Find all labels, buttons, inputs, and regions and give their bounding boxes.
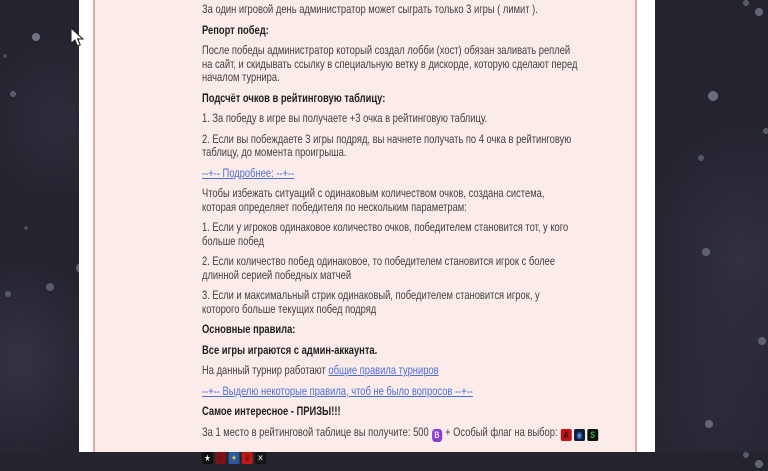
section-heading: Основные правила: [202, 322, 296, 336]
paragraph: 1. За победу в игре вы получаете +3 очка в рейтинговую таблицу. [202, 111, 488, 125]
coin-slot [432, 425, 445, 439]
flag-blue-globe-icon: ◉ [574, 429, 585, 441]
details-link[interactable]: --+-- Подробнее: --+-- [202, 165, 295, 180]
flag-blue-crest-icon: ✦ [229, 452, 240, 464]
section-heading: Самое интересное - ПРИЗЫ!!! [202, 404, 341, 418]
paragraph: За один игровой день администратор может сыграть только 3 игры ( лимит ). [202, 2, 538, 16]
section-heading: Подсчёт очков в рейтинговую таблицу: [202, 90, 386, 105]
paragraph: 2. Если вы побеждаете 3 игры подряд, вы начнете получать по 4 очка в рейтинговую таблицу, до момента проигрыша. [202, 131, 572, 159]
text-span: На данный турнир работают [202, 363, 329, 377]
flag-star-badge-icon: ★ [202, 452, 213, 464]
highlighted-rules-link[interactable]: --+-- Выделю некоторые правила, чтоб не было вопросов --+-- [202, 383, 473, 398]
paragraph: 1. Если у игроков одинаковое количество очков, победителем становится тот, у кого больше побед [202, 220, 569, 248]
flags-row-1 [561, 425, 601, 439]
paragraph [202, 385, 578, 399]
prize-text-1: За 1 место в рейтинговой таблице вы получите: 500 [202, 424, 429, 439]
flag-black-cross-icon: ✕ [255, 452, 266, 464]
paragraph [202, 167, 578, 181]
article-body [202, 2, 595, 471]
flag-dark-red-icon: ▪ [215, 452, 226, 464]
section-heading: Репорт побед: [202, 22, 269, 37]
paragraph: Чтобы избежать ситуаций с одинаковым количеством очков, создана система, которая определяет победителя по нескольким параметрам: [202, 186, 545, 214]
paragraph [202, 364, 578, 378]
prize-text-2: + Особый флаг на выбор: [445, 424, 558, 439]
prize-line [202, 424, 595, 442]
paragraph: После победы администратор который создал лобби (хост) обязан заливать реплей на сайт, и скидывать ссылку в специальную ветку в дискорде, которую сделают перед началом турнира. [202, 43, 578, 84]
coin-icon: B [432, 429, 442, 442]
flag-red-anarchy-icon: A [561, 429, 572, 441]
flag-red-crown-icon: ♛ [242, 452, 253, 464]
section-heading: Все игры играются с админ-аккаунта. [202, 342, 378, 357]
tournament-rules-link[interactable]: общие правила турниров [328, 363, 439, 377]
flags-row-2 [202, 449, 578, 464]
paragraph: 2. Если количество побед одинаковое, то победителем становится игрок с более длинной серией победных матчей [202, 254, 556, 282]
flag-green-s-icon: S [587, 429, 598, 441]
paragraph: 3. Если и максимальный стрик одинаковый, победителем становится игрок, у которого больше текущих побед подряд [202, 288, 540, 316]
